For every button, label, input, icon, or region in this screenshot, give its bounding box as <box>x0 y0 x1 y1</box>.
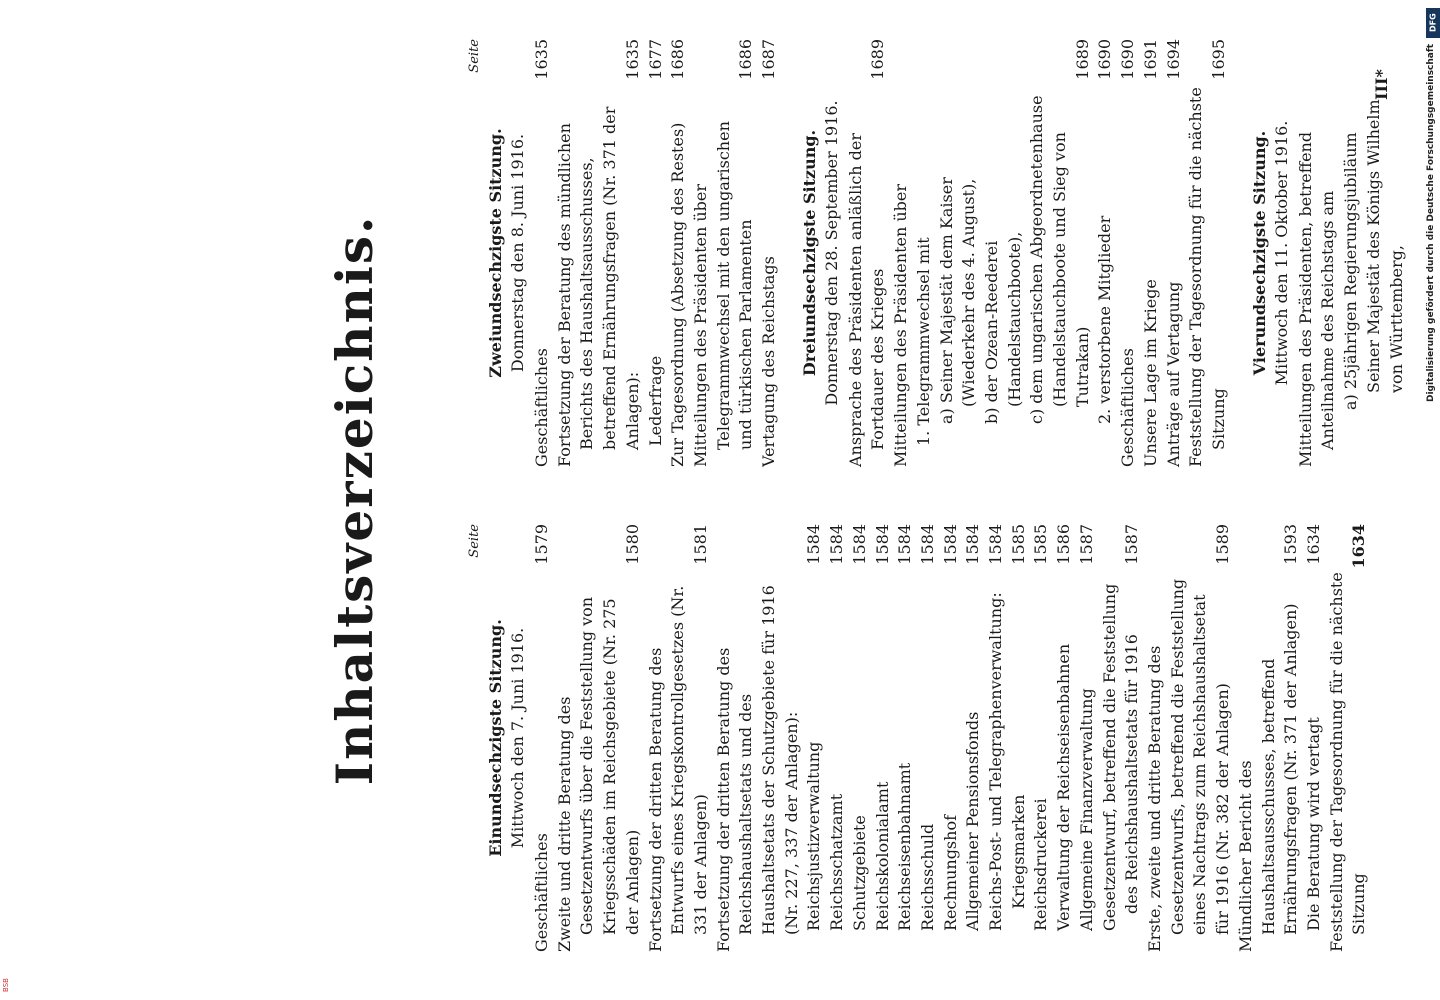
toc-entry-text: Fortsetzung der dritten Beratung des Entwurfs eines Kriegskontrollgesetzes (Nr. 331 der Anlagen) <box>645 585 710 952</box>
toc-entry-text: Geschäftliches <box>532 833 551 952</box>
toc-entry-page: 1689 <box>1072 39 1092 80</box>
toc-entry-text: Mitteilungen des Präsidenten, betreffend Anteilnahme des Reichstags am <box>1295 131 1338 467</box>
toc-entry <box>1140 39 1163 467</box>
toc-entry-text: Mitteilungen des Präsidenten über Telegrammwechsel mit den ungarischen und türkischen Parlamenten <box>690 121 756 467</box>
toc-entry-page: 1579 <box>532 524 551 565</box>
toc-entry-page: 1677 <box>645 39 665 80</box>
toc-entry-text: Reichsdruckerei <box>1031 798 1051 931</box>
toc-entry-text: Reichs-Post- und Telegraphenverwaltung: <box>986 592 1006 931</box>
toc-entry-text: Die Beratung wird vertagt <box>1303 717 1323 931</box>
toc-entry-page: 1690 <box>1095 39 1115 80</box>
toc-entry-page: 1585 <box>1008 524 1028 565</box>
toc-entry-page: 1584 <box>895 524 915 565</box>
toc-entry-page: 1587 <box>1076 524 1096 565</box>
toc-entry-page: 1584 <box>827 524 847 565</box>
toc-entry-page: 1634 <box>1349 524 1369 569</box>
toc-entry <box>826 524 849 952</box>
session-list <box>485 39 1408 467</box>
toc-entry <box>981 39 1026 467</box>
toc-entry-list <box>531 524 1371 952</box>
toc-entry <box>645 524 713 952</box>
toc-entry-text: Geschäftliches <box>1118 348 1138 467</box>
toc-entry-text: 2. verstorbene Mitglieder <box>1095 215 1115 424</box>
toc-entry-text: Zweite und dritte Beratung des Gesetzentwurfs über die Feststellung von Kriegsschäden im Reichsgebiete (Nr. 275 der Anlagen) <box>554 596 642 952</box>
toc-entry <box>1144 524 1235 952</box>
toc-entry <box>1326 524 1371 952</box>
toc-entry <box>936 39 981 467</box>
toc-entry <box>758 39 781 467</box>
toc-entry-page: 1584 <box>963 524 983 565</box>
toc-entry-page: 1690 <box>1118 39 1138 80</box>
toc-entry-text: Reichseisenbahnamt <box>895 762 915 931</box>
toc-entry-text: a) 25jährigen Regierungsjubiläum Seiner Majestät des Königs Wilhelm von Württemberg, <box>1341 99 1406 410</box>
toc-entry-page: 1691 <box>1140 39 1160 80</box>
toc-entry <box>845 39 890 467</box>
toc-entry <box>1117 39 1140 467</box>
toc-entry-text: Anträge auf Vertagung <box>1163 281 1183 467</box>
toc-entry-page: 1635 <box>532 39 551 80</box>
toc-entry-page: 1589 <box>1213 524 1233 565</box>
toc-entry <box>985 524 1008 952</box>
toc-entry-page: 1584 <box>940 524 960 565</box>
toc-entry <box>1030 524 1053 952</box>
toc-entry-page: 1585 <box>1031 524 1051 565</box>
toc-entry <box>645 39 668 467</box>
toc-entry <box>894 524 917 952</box>
toc-entry-text: Schutzgebiete <box>849 815 869 931</box>
session-date: Mittwoch den 7. Juni 1916. <box>508 627 527 849</box>
toc-entry <box>940 524 963 952</box>
toc-entry-page: 1584 <box>917 524 937 565</box>
toc-entry-page: 1584 <box>986 524 1006 565</box>
page-marker: III* <box>1372 69 1391 100</box>
session-date: Donnerstag den 8. Juni 1916. <box>508 133 527 373</box>
toc-entry <box>1076 524 1099 952</box>
toc-entry-page: 1634 <box>1303 524 1323 565</box>
toc-entry <box>917 524 940 952</box>
toc-entry <box>1163 39 1186 467</box>
session-date: Mittwoch den 11. Oktober 1916. <box>1271 120 1291 386</box>
toc-entry-page: 1593 <box>1281 524 1301 565</box>
seite-label: Seite <box>467 39 482 73</box>
toc-entry-page: 1686 <box>736 39 756 80</box>
session-date: Donnerstag den 28. September 1916. <box>821 100 841 406</box>
toc-entry <box>667 39 690 467</box>
toc-entry-text: Zur Tagesordnung (Absetzung des Restes) <box>668 122 688 467</box>
toc-entry-page: 1580 <box>622 524 642 565</box>
toc-entry-text: Vertagung des Reichstags <box>759 256 779 467</box>
toc-entry <box>690 39 758 467</box>
toc-entry <box>1094 39 1117 467</box>
toc-entry <box>803 524 826 952</box>
toc-entry-page: 1586 <box>1054 524 1074 565</box>
attribution-strip <box>1426 8 1440 992</box>
toc-entry-text: Geschäftliches <box>532 348 551 467</box>
attribution-text: Digitalisierung gefördert durch die Deutsche Forschungsgemeinschaft <box>1426 43 1436 402</box>
toc-entry-page: 1587 <box>1122 524 1142 565</box>
toc-entry <box>1340 39 1408 467</box>
toc-entry-text: Ansprache des Präsidenten anläßlich der Fortdauer des Krieges <box>845 132 888 467</box>
toc-entry <box>1008 524 1031 952</box>
toc-entry-page: 1689 <box>868 39 888 80</box>
toc-entry-text: Reichsschatzamt <box>827 793 847 931</box>
toc-entry <box>1303 524 1326 952</box>
toc-entry-text: Reichsjustizverwaltung <box>804 741 824 931</box>
toc-entry-text: 1. Telegrammwechsel mit <box>913 237 933 446</box>
toc-entry-text: Unsere Lage im Kriege <box>1140 279 1160 467</box>
toc-entry-page: 1584 <box>804 524 824 565</box>
toc-entry <box>890 39 913 467</box>
toc-entry <box>1295 39 1340 467</box>
toc-entry-text: Mündlicher Bericht des Haushaltsausschusses, betreffend Ernährungsfragen (Nr. 371 der Anlagen) <box>1235 603 1301 952</box>
toc-entry-text: Reichskolonialamt <box>872 781 892 931</box>
toc-entry <box>554 39 645 467</box>
toc-entry-text: Allgemeiner Pensionsfonds <box>963 711 983 931</box>
toc-entry-text: Reichsschuld <box>917 823 937 931</box>
toc-entry <box>872 524 895 952</box>
toc-entry <box>1185 39 1230 467</box>
toc-entry-text: a) Seiner Majestät dem Kaiser (Wiederkehr des 4. August), <box>936 177 979 424</box>
toc-entry-page: 1584 <box>849 524 869 565</box>
toc-entry-text: Gesetzentwurf, betreffend die Feststellung des Reichshaushaltsetats für 1916 <box>1099 583 1142 931</box>
toc-entry <box>531 524 554 952</box>
toc-entry-text: Kriegsmarken <box>1008 794 1028 909</box>
toc-entry-text: Verwaltung der Reichseisenbahnen <box>1054 643 1074 931</box>
toc-entry <box>554 524 645 952</box>
toc-entry-text: Allgemeine Finanzverwaltung <box>1076 688 1096 931</box>
session-spacer <box>1231 39 1249 467</box>
toc-entry-text: Feststellung der Tagesordnung für die nächste Sitzung <box>1326 572 1369 952</box>
toc-entry-text: b) der Ozean-Reederei (Handelstauchboote), <box>981 231 1024 424</box>
toc-entry <box>713 524 804 952</box>
toc-entry-text: Rechnungshof <box>940 814 960 931</box>
dfg-logo: DFG <box>1426 8 1440 38</box>
toc-entry <box>962 524 985 952</box>
toc-entry-text: Fortsetzung der dritten Beratung des Reichshaushaltsetats und des Haushaltsetats der Schutzgebiete für 1916 (Nr. 227, 337 der Anlagen): <box>713 585 801 952</box>
toc-entry <box>1026 39 1094 467</box>
toc-entry-text: Lederfrage <box>645 355 665 446</box>
toc-entry-text: Mitteilungen des Präsidenten über <box>891 183 911 467</box>
session-title: Dreiundsechzigste Sitzung. <box>799 129 819 377</box>
toc-entry <box>531 39 554 467</box>
toc-entry-text: Feststellung der Tagesordnung für die nächste Sitzung <box>1186 87 1228 467</box>
toc-entry <box>849 524 872 952</box>
right-column <box>465 39 1408 467</box>
session-title: Zweiundsechzigste Sitzung. <box>486 128 505 378</box>
toc-entry <box>913 39 936 467</box>
seite-label: Seite <box>467 524 482 558</box>
toc-entry-page: 1687 <box>759 39 779 80</box>
toc-entry-page: 1635 <box>622 39 642 80</box>
session-title: Einundsechzigste Sitzung. <box>486 619 505 857</box>
toc-entry-page: 1584 <box>872 524 892 565</box>
session-title: Vierundsechzigste Sitzung. <box>1249 130 1269 376</box>
toc-entry-page: 1581 <box>690 524 710 565</box>
toc-entry-text: Fortsetzung der Beratung des mündlichen Berichts des Haushaltsausschusses, betreffend Ernährungsfragen (Nr. 371 der Anlagen): <box>554 106 642 467</box>
toc-entry-page: 1695 <box>1208 39 1228 80</box>
left-column <box>465 524 1371 952</box>
toc-entry <box>1235 524 1303 952</box>
library-mark: BSB <box>2 978 10 992</box>
toc-entry <box>1099 524 1144 952</box>
document-title: Inhaltsverzeichnis. <box>325 214 384 786</box>
session-spacer <box>781 39 799 467</box>
toc-entry-page: 1694 <box>1163 39 1183 80</box>
toc-entry <box>1053 524 1076 952</box>
toc-entry-page: 1686 <box>668 39 688 80</box>
toc-entry-text: c) dem ungarischen Abgeordnetenhause (Handelstauchboote und Sieg von Tutrakan) <box>1027 95 1092 424</box>
toc-entry-text: Erste, zweite und dritte Beratung des Gesetzentwurfs, betreffend die Feststellung eines Nachtrags zum Reichshaushaltsetat für 1916 (Nr. 382 der Anlagen) <box>1144 578 1233 952</box>
